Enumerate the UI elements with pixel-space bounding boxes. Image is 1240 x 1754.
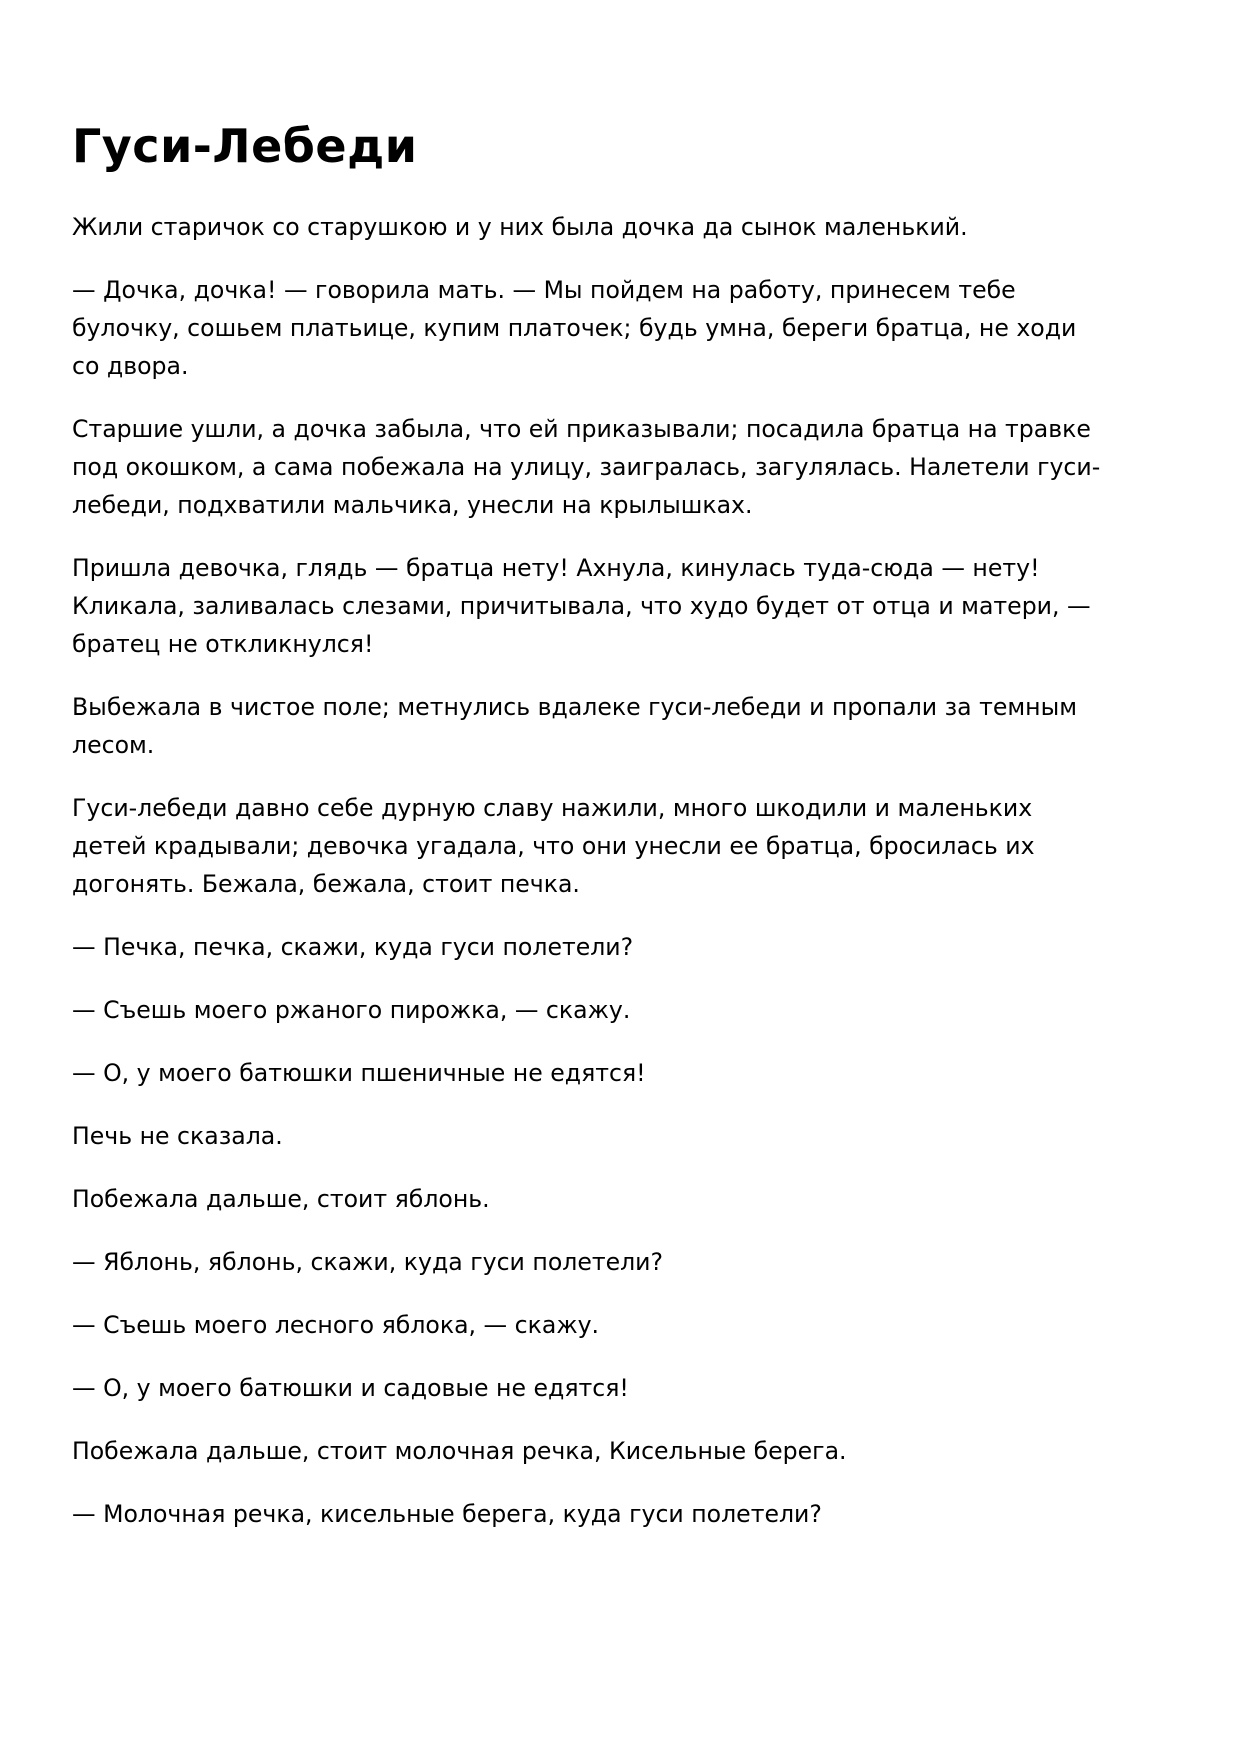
text-line: Старшие ушли, а дочка забыла, что ей приказывали; посадила братца на травке — [72, 415, 1091, 443]
text-line: — О, у моего батюшки и садовые не едятся! — [72, 1374, 629, 1402]
text-line: Жили старичок со старушкою и у них была дочка да сынок маленький. — [72, 213, 968, 241]
paragraph — [72, 549, 1172, 663]
text-line: под окошком, а сама побежала на улицу, заигралась, загулялась. Налетели гуси- — [72, 453, 1101, 481]
paragraph — [72, 1117, 1172, 1155]
text-line: — Яблонь, яблонь, скажи, куда гуси полетели? — [72, 1248, 664, 1276]
text-line: Гуси-лебеди давно себе дурную славу нажили, много шкодили и маленьких — [72, 794, 1033, 822]
paragraph — [72, 1369, 1172, 1407]
paragraph — [72, 991, 1172, 1029]
paragraph — [72, 208, 1172, 246]
document-page — [72, 118, 1172, 1558]
text-line: Печь не сказала. — [72, 1122, 283, 1150]
text-line: — О, у моего батюшки пшеничные не едятся! — [72, 1059, 646, 1087]
paragraph — [72, 1180, 1172, 1218]
text-line: Пришла девочка, глядь — братца нету! Ахнула, кинулась туда-сюда — нету! — [72, 554, 1040, 582]
text-line: — Съешь моего ржаного пирожка, — скажу. — [72, 996, 631, 1024]
story-body — [72, 208, 1172, 1533]
paragraph — [72, 410, 1172, 524]
text-line: со двора. — [72, 352, 189, 380]
text-line: — Съешь моего лесного яблока, — скажу. — [72, 1311, 600, 1339]
text-line: лебеди, подхватили мальчика, унесли на крылышках. — [72, 491, 753, 519]
paragraph — [72, 688, 1172, 764]
text-line: Выбежала в чистое поле; метнулись вдалеке гуси-лебеди и пропали за темным — [72, 693, 1078, 721]
text-line: Кликала, заливалась слезами, причитывала, что худо будет от отца и матери, — — [72, 592, 1091, 620]
paragraph — [72, 928, 1172, 966]
text-line: Побежала дальше, стоит яблонь. — [72, 1185, 490, 1213]
text-line: — Молочная речка, кисельные берега, куда гуси полетели? — [72, 1500, 822, 1528]
text-line: булочку, сошьем платьице, купим платочек; будь умна, береги братца, не ходи — [72, 314, 1077, 342]
text-line: братец не откликнулся! — [72, 630, 374, 658]
text-line: Побежала дальше, стоит молочная речка, Кисельные берега. — [72, 1437, 847, 1465]
text-line: детей крадывали; девочка угадала, что они унесли ее братца, бросилась их — [72, 832, 1035, 860]
paragraph — [72, 1495, 1172, 1533]
paragraph — [72, 789, 1172, 903]
paragraph — [72, 271, 1172, 385]
paragraph — [72, 1054, 1172, 1092]
text-line: — Дочка, дочка! — говорила мать. — Мы пойдем на работу, принесем тебе — [72, 276, 1016, 304]
paragraph — [72, 1432, 1172, 1470]
text-line: — Печка, печка, скажи, куда гуси полетели? — [72, 933, 634, 961]
paragraph — [72, 1306, 1172, 1344]
text-line: лесом. — [72, 731, 155, 759]
paragraph — [72, 1243, 1172, 1281]
document-title: Гуси-Лебеди — [72, 119, 418, 173]
text-line: догонять. Бежала, бежала, стоит печка. — [72, 870, 580, 898]
